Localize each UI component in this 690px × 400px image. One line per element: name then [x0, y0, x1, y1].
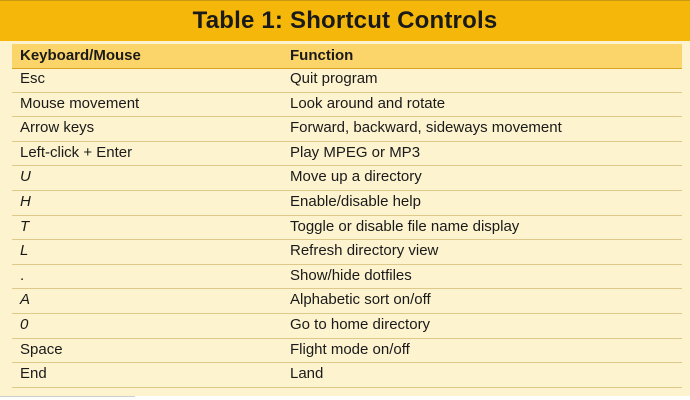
input-cell: .	[20, 266, 25, 284]
table-row	[12, 93, 682, 118]
table-row	[12, 191, 682, 216]
table-row	[12, 314, 682, 339]
input-cell: Left-click + Enter	[20, 143, 133, 161]
function-cell: Flight mode on/off	[290, 340, 410, 358]
input-cell: End	[20, 365, 47, 383]
function-cell: Alphabetic sort on/off	[290, 291, 431, 309]
table-row	[12, 265, 682, 290]
function-cell: Look around and rotate	[290, 94, 446, 112]
function-cell: Toggle or disable file name display	[290, 217, 520, 235]
table-row	[12, 117, 682, 142]
input-cell: U	[20, 168, 31, 186]
input-cell: H	[20, 192, 31, 210]
table-row	[12, 289, 682, 314]
input-cell: Mouse movement	[20, 94, 140, 112]
table-header-row	[12, 44, 682, 69]
function-cell: Show/hide dotfiles	[290, 266, 412, 284]
table-row	[12, 363, 682, 388]
input-cell: Esc	[20, 70, 46, 87]
function-cell: Forward, backward, sideways movement	[290, 119, 562, 137]
table-row	[12, 339, 682, 364]
input-cell: L	[20, 242, 29, 260]
header-function: Function	[290, 47, 354, 64]
table-row	[12, 166, 682, 191]
page-bottom-rule	[0, 396, 135, 397]
input-cell: T	[20, 217, 30, 235]
function-cell: Move up a directory	[290, 168, 422, 186]
input-cell: 0	[20, 315, 29, 333]
function-cell: Play MPEG or MP3	[290, 143, 421, 161]
table-row	[12, 68, 682, 93]
table-row	[12, 142, 682, 167]
input-cell: Arrow keys	[20, 119, 95, 137]
function-cell: Refresh directory view	[290, 242, 439, 260]
function-cell: Go to home directory	[290, 315, 431, 333]
input-cell: A	[20, 291, 31, 309]
function-cell: Land	[290, 365, 324, 383]
table-row	[12, 240, 682, 265]
function-cell: Enable/disable help	[290, 192, 421, 210]
function-cell: Quit program	[290, 70, 378, 87]
table-body	[12, 68, 682, 388]
header-keyboard-mouse: Keyboard/Mouse	[20, 47, 141, 64]
table-title: Table 1: Shortcut Controls	[192, 7, 498, 34]
table-title-bar	[0, 1, 690, 41]
input-cell: Space	[20, 340, 63, 358]
table-row	[12, 216, 682, 241]
